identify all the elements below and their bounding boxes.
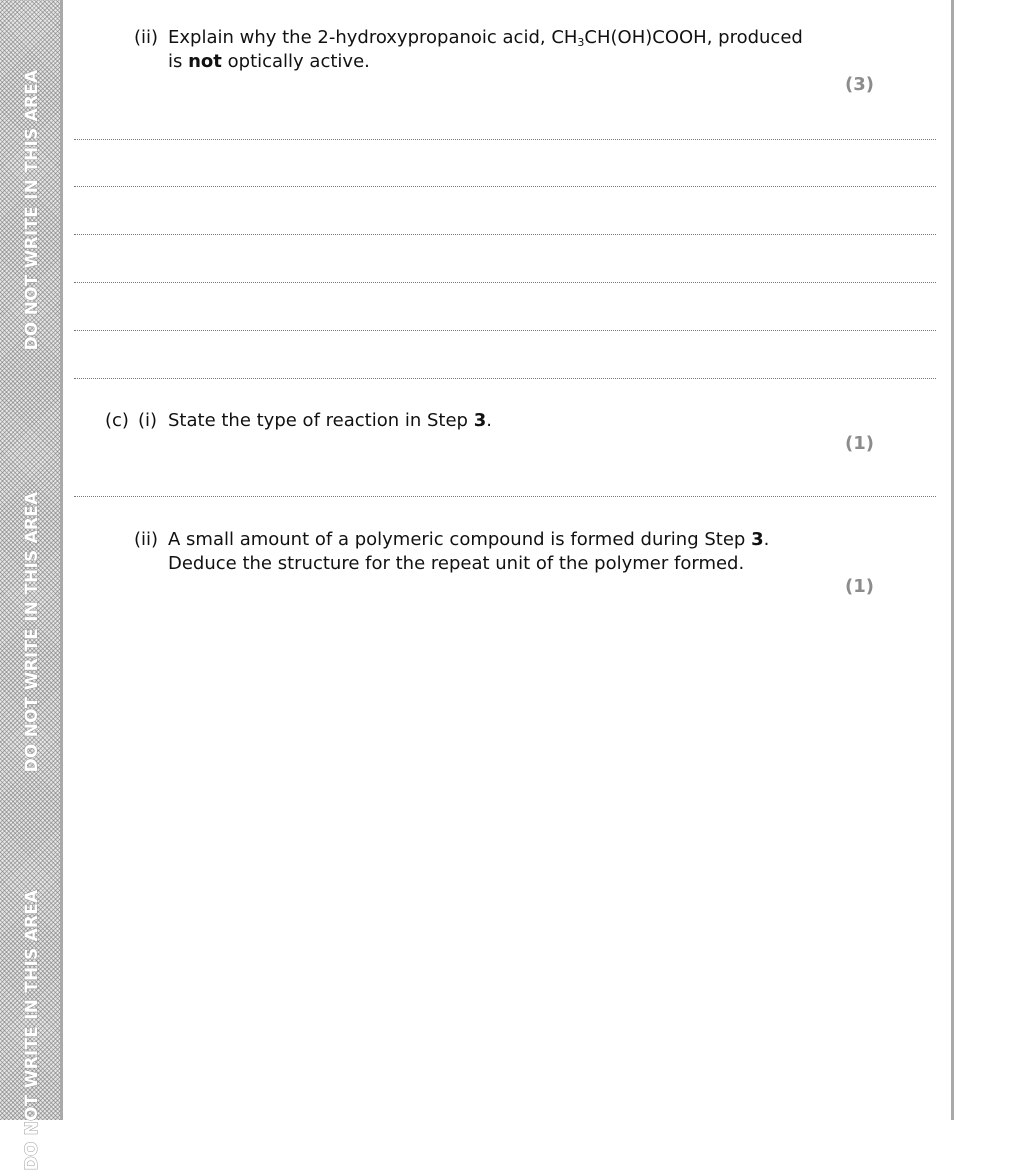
question-text: Deduce the structure for the repeat unit of the polymer formed. bbox=[168, 553, 745, 574]
answer-line[interactable] bbox=[74, 496, 936, 497]
answer-line[interactable] bbox=[74, 186, 936, 187]
margin-warning: DO NOT WRITE IN THIS AREA bbox=[22, 889, 42, 1170]
answer-line[interactable] bbox=[74, 139, 936, 140]
answer-line[interactable] bbox=[74, 234, 936, 235]
question-number: (i) bbox=[138, 410, 158, 431]
marks-label: (3) bbox=[845, 74, 874, 95]
margin-warning: DO NOT WRITE IN THIS AREA bbox=[22, 69, 42, 351]
right-border bbox=[951, 0, 954, 1120]
question-number: (ii) bbox=[134, 529, 159, 550]
question-number: (ii) bbox=[134, 27, 159, 48]
answer-line[interactable] bbox=[74, 282, 936, 283]
marks-label: (1) bbox=[845, 576, 874, 597]
answer-line[interactable] bbox=[74, 330, 936, 331]
answer-space[interactable] bbox=[74, 610, 936, 1110]
margin-border bbox=[60, 0, 63, 1120]
answer-line[interactable] bbox=[74, 378, 936, 379]
question-text: A small amount of a polymeric compound is formed during Step 3. bbox=[168, 529, 770, 550]
question-part: (c) bbox=[105, 410, 129, 431]
question-text: is not optically active. bbox=[168, 51, 370, 72]
question-text: State the type of reaction in Step 3. bbox=[168, 410, 492, 431]
margin-warning: DO NOT WRITE IN THIS AREA bbox=[22, 491, 42, 773]
question-text: Explain why the 2-hydroxypropanoic acid, $CH_3CH(OH)COOH$, produced bbox=[168, 27, 803, 49]
marks-label: (1) bbox=[845, 433, 874, 454]
